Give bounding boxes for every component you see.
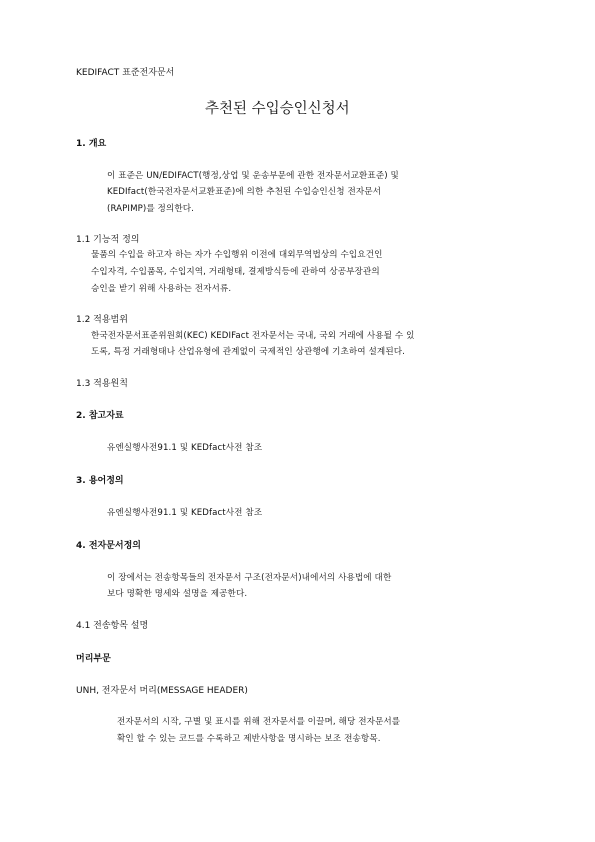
terms-line: 유엔실행사전91.1 및 KEDfact사전 참조 xyxy=(107,508,263,518)
section-heading-header-part: 머리부문 xyxy=(76,654,111,664)
functional-definition-line-3: 승인을 받기 위해 사용하는 전자서류. xyxy=(91,284,232,294)
overview-line-3: (RAPIMP)를 정의한다. xyxy=(107,204,194,214)
subsection-heading-scope: 1.2 적용범위 xyxy=(76,315,128,325)
section-heading-references: 2. 참고자료 xyxy=(76,411,124,421)
subsection-heading-segment-description: 4.1 전송항목 설명 xyxy=(76,621,149,631)
message-definition-line-1: 이 장에서는 전송항목들의 전자문서 구조(전자문서)내에서의 사용법에 대한 xyxy=(107,573,392,583)
section-heading-message-definition: 4. 전자문서정의 xyxy=(76,541,141,551)
subsection-heading-functional-definition: 1.1 기능적 정의 xyxy=(76,235,140,245)
scope-line-2: 도록, 특정 거래형태나 산업유형에 관계없이 국제적인 상관행에 기초하여 설계된다. xyxy=(91,347,405,357)
page-title: 추천된 수입승인신청서 xyxy=(205,101,350,117)
unh-description-line-2: 확인 할 수 있는 코드를 수록하고 제반사항을 명시하는 보조 전송항목. xyxy=(117,734,381,744)
functional-definition-line-2: 수입자격, 수입품목, 수입지역, 거래형태, 결제방식등에 관하여 상공부장관의 xyxy=(91,267,380,277)
overview-line-1: 이 표준은 UN/EDIFACT(행정,상업 및 운송부문에 관한 전자문서교환표준) 및 xyxy=(107,171,399,181)
segment-heading-unh: UNH, 전자문서 머리(MESSAGE HEADER) xyxy=(76,686,248,696)
unh-description-line-1: 전자문서의 시작, 구별 및 표시를 위해 전자문서를 이끌며, 해당 전자문서를 xyxy=(117,717,401,727)
scope-line-1: 한국전자문서표준위원회(KEC) KEDIFact 전자문서는 국내, 국외 거래에 사용될 수 있 xyxy=(91,331,415,341)
message-definition-line-2: 보다 명확한 명세와 설명을 제공한다. xyxy=(107,589,248,599)
document-type-label: KEDIFACT 표준전자문서 xyxy=(76,68,175,78)
references-line: 유엔실행사전91.1 및 KEDfact사전 참조 xyxy=(107,443,263,453)
overview-line-2: KEDIfact(한국전자문서교환표준)에 의한 추천된 수입승인신청 전자문서 xyxy=(107,187,382,197)
section-heading-overview: 1. 개요 xyxy=(76,139,107,149)
subsection-heading-principles: 1.3 적용원칙 xyxy=(76,379,128,389)
functional-definition-line-1: 물품의 수입을 하고자 하는 자가 수입행위 이전에 대외무역법상의 수입요건인 xyxy=(91,250,383,260)
section-heading-terms: 3. 용어정의 xyxy=(76,476,124,486)
